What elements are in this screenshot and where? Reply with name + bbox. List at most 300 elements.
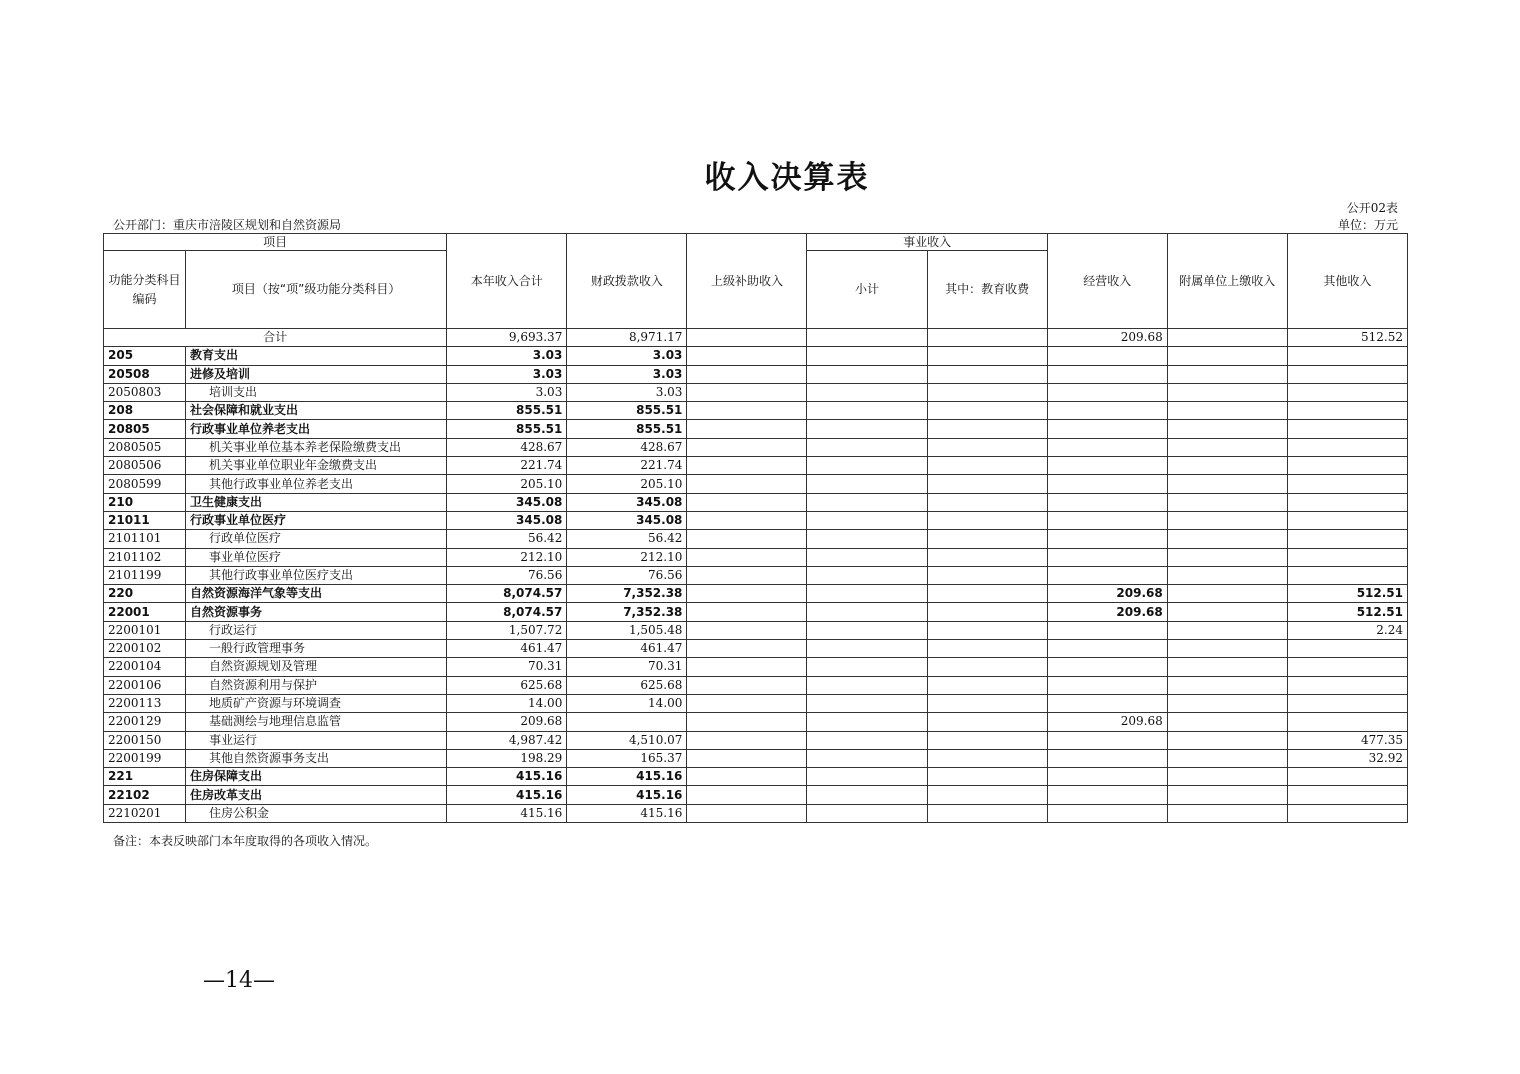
cell-code: 22102 (104, 786, 186, 804)
cell-superior (687, 402, 807, 420)
cell-affiliated (1167, 457, 1287, 475)
cell-total: 76.56 (447, 566, 567, 584)
department-label: 公开部门：重庆市涪陵区规划和自然资源局 (113, 218, 342, 232)
cell-superior (687, 475, 807, 493)
cell-fiscal: 415.16 (567, 804, 687, 822)
cell-subtotal (807, 731, 927, 749)
cell-other (1287, 640, 1407, 658)
cell-superior (687, 347, 807, 365)
cell-affiliated (1167, 511, 1287, 529)
cell-other: 477.35 (1287, 731, 1407, 749)
cell-business (1047, 402, 1167, 420)
cell-name: 行政事业单位养老支出 (186, 420, 447, 438)
cell-fiscal: 625.68 (567, 676, 687, 694)
cell-total: 4,987.42 (447, 731, 567, 749)
cell-affiliated (1167, 786, 1287, 804)
total-other: 512.52 (1287, 329, 1407, 347)
cell-name: 其他行政事业单位养老支出 (186, 475, 447, 493)
cell-total: 415.16 (447, 804, 567, 822)
cell-name: 卫生健康支出 (186, 493, 447, 511)
cell-other (1287, 566, 1407, 584)
cell-subtotal (807, 383, 927, 401)
table-row (104, 731, 1408, 749)
cell-business: 209.68 (1047, 585, 1167, 603)
cell-fiscal: 3.03 (567, 383, 687, 401)
cell-total: 70.31 (447, 658, 567, 676)
cell-subtotal (807, 402, 927, 420)
cell-business (1047, 768, 1167, 786)
cell-name: 事业运行 (186, 731, 447, 749)
cell-fiscal: 855.51 (567, 402, 687, 420)
cell-other (1287, 457, 1407, 475)
cell-total: 345.08 (447, 511, 567, 529)
cell-business: 209.68 (1047, 713, 1167, 731)
cell-code: 2050803 (104, 383, 186, 401)
cell-other (1287, 438, 1407, 456)
cell-fiscal: 345.08 (567, 511, 687, 529)
cell-fiscal: 205.10 (567, 475, 687, 493)
cell-edu (927, 786, 1047, 804)
cell-business (1047, 457, 1167, 475)
cell-code: 221 (104, 768, 186, 786)
cell-business (1047, 347, 1167, 365)
cell-superior (687, 786, 807, 804)
cell-subtotal (807, 713, 927, 731)
cell-name: 住房保障支出 (186, 768, 447, 786)
cell-business (1047, 621, 1167, 639)
cell-business (1047, 530, 1167, 548)
cell-code: 210 (104, 493, 186, 511)
cell-subtotal (807, 347, 927, 365)
table-body (104, 329, 1408, 823)
cell-total: 415.16 (447, 786, 567, 804)
table-row (104, 438, 1408, 456)
cell-other (1287, 347, 1407, 365)
cell-other: 32.92 (1287, 749, 1407, 767)
cell-name: 教育支出 (186, 347, 447, 365)
cell-affiliated (1167, 731, 1287, 749)
cell-superior (687, 603, 807, 621)
cell-code: 2200101 (104, 621, 186, 639)
cell-business (1047, 475, 1167, 493)
cell-fiscal: 4,510.07 (567, 731, 687, 749)
cell-name: 行政运行 (186, 621, 447, 639)
cell-edu (927, 511, 1047, 529)
cell-edu (927, 566, 1047, 584)
table-row (104, 530, 1408, 548)
cell-subtotal (807, 438, 927, 456)
cell-edu (927, 731, 1047, 749)
cell-affiliated (1167, 694, 1287, 712)
cell-other (1287, 475, 1407, 493)
cell-superior (687, 530, 807, 548)
cell-fiscal: 855.51 (567, 420, 687, 438)
cell-subtotal (807, 676, 927, 694)
header-superior: 上级补助收入 (687, 234, 807, 329)
cell-subtotal (807, 640, 927, 658)
cell-subtotal (807, 749, 927, 767)
cell-total: 56.42 (447, 530, 567, 548)
cell-code: 208 (104, 402, 186, 420)
cell-affiliated (1167, 585, 1287, 603)
cell-business (1047, 658, 1167, 676)
cell-subtotal (807, 457, 927, 475)
cell-fiscal: 428.67 (567, 438, 687, 456)
table-row (104, 511, 1408, 529)
cell-name: 其他行政事业单位医疗支出 (186, 566, 447, 584)
cell-total: 221.74 (447, 457, 567, 475)
cell-edu (927, 475, 1047, 493)
cell-superior (687, 640, 807, 658)
cell-total: 8,074.57 (447, 603, 567, 621)
cell-fiscal: 70.31 (567, 658, 687, 676)
cell-fiscal (567, 713, 687, 731)
cell-fiscal: 165.37 (567, 749, 687, 767)
cell-edu (927, 402, 1047, 420)
cell-subtotal (807, 566, 927, 584)
cell-fiscal: 345.08 (567, 493, 687, 511)
cell-other: 512.51 (1287, 603, 1407, 621)
cell-other (1287, 548, 1407, 566)
cell-name: 机关事业单位职业年金缴费支出 (186, 457, 447, 475)
cell-business (1047, 694, 1167, 712)
cell-name: 机关事业单位基本养老保险缴费支出 (186, 438, 447, 456)
cell-code: 2200150 (104, 731, 186, 749)
total-label: 合计 (104, 329, 447, 347)
cell-edu (927, 493, 1047, 511)
cell-edu (927, 603, 1047, 621)
cell-subtotal (807, 804, 927, 822)
cell-name: 进修及培训 (186, 365, 447, 383)
cell-superior (687, 457, 807, 475)
cell-code: 2080506 (104, 457, 186, 475)
cell-other (1287, 804, 1407, 822)
cell-other (1287, 511, 1407, 529)
table-row (104, 694, 1408, 712)
cell-code: 2200129 (104, 713, 186, 731)
header-affiliated: 附属单位上缴收入 (1167, 234, 1287, 329)
cell-other (1287, 493, 1407, 511)
cell-total: 428.67 (447, 438, 567, 456)
cell-business (1047, 566, 1167, 584)
table-row (104, 786, 1408, 804)
total-business: 209.68 (1047, 329, 1167, 347)
cell-total: 212.10 (447, 548, 567, 566)
header-career-group: 事业收入 (807, 234, 1047, 251)
table-row (104, 585, 1408, 603)
table-row (104, 658, 1408, 676)
cell-business (1047, 749, 1167, 767)
cell-total: 461.47 (447, 640, 567, 658)
cell-business (1047, 786, 1167, 804)
cell-total: 1,507.72 (447, 621, 567, 639)
cell-edu (927, 804, 1047, 822)
table-row (104, 713, 1408, 731)
cell-superior (687, 731, 807, 749)
cell-edu (927, 438, 1047, 456)
table-row (104, 621, 1408, 639)
cell-total: 209.68 (447, 713, 567, 731)
table-row (104, 768, 1408, 786)
cell-total: 345.08 (447, 493, 567, 511)
total-edu (927, 329, 1047, 347)
cell-edu (927, 676, 1047, 694)
income-statement-table (103, 233, 1408, 823)
table-header (104, 234, 1408, 329)
cell-code: 2200106 (104, 676, 186, 694)
cell-total: 3.03 (447, 383, 567, 401)
cell-affiliated (1167, 713, 1287, 731)
cell-other (1287, 365, 1407, 383)
form-number: 公开02表 (1346, 201, 1398, 215)
total-total: 9,693.37 (447, 329, 567, 347)
cell-edu (927, 548, 1047, 566)
cell-edu (927, 347, 1047, 365)
header-total: 本年收入合计 (447, 234, 567, 329)
cell-code: 205 (104, 347, 186, 365)
cell-affiliated (1167, 493, 1287, 511)
cell-name: 社会保障和就业支出 (186, 402, 447, 420)
cell-edu (927, 621, 1047, 639)
cell-business (1047, 383, 1167, 401)
cell-edu (927, 768, 1047, 786)
cell-name: 基础测绘与地理信息监管 (186, 713, 447, 731)
cell-superior (687, 749, 807, 767)
cell-name: 地质矿产资源与环境调查 (186, 694, 447, 712)
header-project-group: 项目 (104, 234, 447, 251)
cell-affiliated (1167, 658, 1287, 676)
cell-fiscal: 7,352.38 (567, 603, 687, 621)
cell-superior (687, 768, 807, 786)
header-subtotal: 小计 (807, 251, 927, 329)
cell-other (1287, 658, 1407, 676)
cell-affiliated (1167, 676, 1287, 694)
cell-name: 其他自然资源事务支出 (186, 749, 447, 767)
table-row (104, 566, 1408, 584)
cell-edu (927, 365, 1047, 383)
cell-name: 自然资源规划及管理 (186, 658, 447, 676)
table-row (104, 347, 1408, 365)
cell-business: 209.68 (1047, 603, 1167, 621)
cell-code: 2080599 (104, 475, 186, 493)
table-row (104, 420, 1408, 438)
page-title: 收入决算表 (704, 160, 870, 196)
cell-affiliated (1167, 438, 1287, 456)
cell-other (1287, 420, 1407, 438)
cell-total: 198.29 (447, 749, 567, 767)
unit-label: 单位：万元 (1337, 218, 1398, 232)
cell-total: 855.51 (447, 402, 567, 420)
cell-affiliated (1167, 749, 1287, 767)
total-row (104, 329, 1408, 347)
cell-other (1287, 383, 1407, 401)
cell-other (1287, 768, 1407, 786)
cell-affiliated (1167, 420, 1287, 438)
cell-code: 2101199 (104, 566, 186, 584)
cell-fiscal: 221.74 (567, 457, 687, 475)
cell-subtotal (807, 493, 927, 511)
cell-edu (927, 383, 1047, 401)
cell-code: 20805 (104, 420, 186, 438)
cell-name: 住房改革支出 (186, 786, 447, 804)
cell-affiliated (1167, 402, 1287, 420)
cell-subtotal (807, 365, 927, 383)
cell-name: 住房公积金 (186, 804, 447, 822)
cell-total: 415.16 (447, 768, 567, 786)
cell-total: 625.68 (447, 676, 567, 694)
cell-edu (927, 640, 1047, 658)
table-row (104, 493, 1408, 511)
cell-subtotal (807, 475, 927, 493)
cell-name: 行政单位医疗 (186, 530, 447, 548)
cell-fiscal: 3.03 (567, 347, 687, 365)
total-subtotal (807, 329, 927, 347)
total-fiscal: 8,971.17 (567, 329, 687, 347)
cell-affiliated (1167, 530, 1287, 548)
header-name: 项目（按“项”级功能分类科目） (186, 251, 447, 329)
cell-business (1047, 548, 1167, 566)
cell-superior (687, 383, 807, 401)
cell-affiliated (1167, 548, 1287, 566)
cell-affiliated (1167, 566, 1287, 584)
cell-subtotal (807, 658, 927, 676)
cell-business (1047, 511, 1167, 529)
table-row (104, 603, 1408, 621)
table-row (104, 676, 1408, 694)
cell-affiliated (1167, 365, 1287, 383)
cell-superior (687, 658, 807, 676)
table-row (104, 402, 1408, 420)
cell-subtotal (807, 548, 927, 566)
cell-other (1287, 786, 1407, 804)
cell-fiscal: 7,352.38 (567, 585, 687, 603)
cell-affiliated (1167, 383, 1287, 401)
cell-other (1287, 713, 1407, 731)
cell-subtotal (807, 603, 927, 621)
cell-superior (687, 493, 807, 511)
cell-code: 2200102 (104, 640, 186, 658)
total-affiliated (1167, 329, 1287, 347)
cell-superior (687, 694, 807, 712)
cell-name: 自然资源利用与保护 (186, 676, 447, 694)
header-edu: 其中：教育收费 (927, 251, 1047, 329)
cell-superior (687, 365, 807, 383)
cell-superior (687, 566, 807, 584)
cell-fiscal: 415.16 (567, 786, 687, 804)
cell-business (1047, 493, 1167, 511)
cell-superior (687, 804, 807, 822)
cell-name: 培训支出 (186, 383, 447, 401)
cell-name: 自然资源海洋气象等支出 (186, 585, 447, 603)
table-row (104, 365, 1408, 383)
cell-superior (687, 511, 807, 529)
cell-fiscal: 415.16 (567, 768, 687, 786)
cell-affiliated (1167, 603, 1287, 621)
table-row (104, 383, 1408, 401)
cell-code: 20508 (104, 365, 186, 383)
cell-total: 205.10 (447, 475, 567, 493)
cell-subtotal (807, 621, 927, 639)
cell-other (1287, 694, 1407, 712)
cell-code: 2101101 (104, 530, 186, 548)
cell-subtotal (807, 530, 927, 548)
cell-code: 2210201 (104, 804, 186, 822)
cell-name: 行政事业单位医疗 (186, 511, 447, 529)
cell-edu (927, 658, 1047, 676)
cell-code: 2101102 (104, 548, 186, 566)
cell-name: 一般行政管理事务 (186, 640, 447, 658)
cell-edu (927, 585, 1047, 603)
cell-name: 事业单位医疗 (186, 548, 447, 566)
cell-other (1287, 530, 1407, 548)
cell-other (1287, 402, 1407, 420)
cell-superior (687, 438, 807, 456)
cell-fiscal: 3.03 (567, 365, 687, 383)
cell-code: 2200113 (104, 694, 186, 712)
cell-edu (927, 457, 1047, 475)
cell-business (1047, 365, 1167, 383)
cell-total: 3.03 (447, 347, 567, 365)
cell-fiscal: 1,505.48 (567, 621, 687, 639)
table-row (104, 548, 1408, 566)
cell-fiscal: 14.00 (567, 694, 687, 712)
cell-other: 512.51 (1287, 585, 1407, 603)
table-row (104, 749, 1408, 767)
cell-superior (687, 420, 807, 438)
cell-total: 8,074.57 (447, 585, 567, 603)
cell-code: 22001 (104, 603, 186, 621)
cell-code: 21011 (104, 511, 186, 529)
table-row (104, 804, 1408, 822)
cell-fiscal: 56.42 (567, 530, 687, 548)
cell-code: 2200104 (104, 658, 186, 676)
table-row (104, 640, 1408, 658)
cell-edu (927, 530, 1047, 548)
cell-business (1047, 420, 1167, 438)
cell-superior (687, 585, 807, 603)
cell-other: 2.24 (1287, 621, 1407, 639)
page-number: —14— (203, 968, 275, 993)
cell-subtotal (807, 511, 927, 529)
cell-subtotal (807, 694, 927, 712)
cell-superior (687, 548, 807, 566)
cell-edu (927, 749, 1047, 767)
cell-affiliated (1167, 640, 1287, 658)
cell-total: 14.00 (447, 694, 567, 712)
cell-subtotal (807, 786, 927, 804)
cell-business (1047, 676, 1167, 694)
cell-fiscal: 212.10 (567, 548, 687, 566)
cell-fiscal: 76.56 (567, 566, 687, 584)
cell-business (1047, 731, 1167, 749)
cell-edu (927, 694, 1047, 712)
cell-other (1287, 676, 1407, 694)
cell-subtotal (807, 585, 927, 603)
cell-superior (687, 713, 807, 731)
cell-code: 2200199 (104, 749, 186, 767)
total-superior (687, 329, 807, 347)
cell-superior (687, 621, 807, 639)
cell-business (1047, 438, 1167, 456)
cell-subtotal (807, 420, 927, 438)
cell-code: 2080505 (104, 438, 186, 456)
cell-affiliated (1167, 347, 1287, 365)
cell-edu (927, 713, 1047, 731)
header-business: 经营收入 (1047, 234, 1167, 329)
cell-business (1047, 804, 1167, 822)
header-code: 功能分类科目编码 (104, 251, 186, 329)
footnote: 备注：本表反映部门本年度取得的各项收入情况。 (113, 834, 378, 848)
